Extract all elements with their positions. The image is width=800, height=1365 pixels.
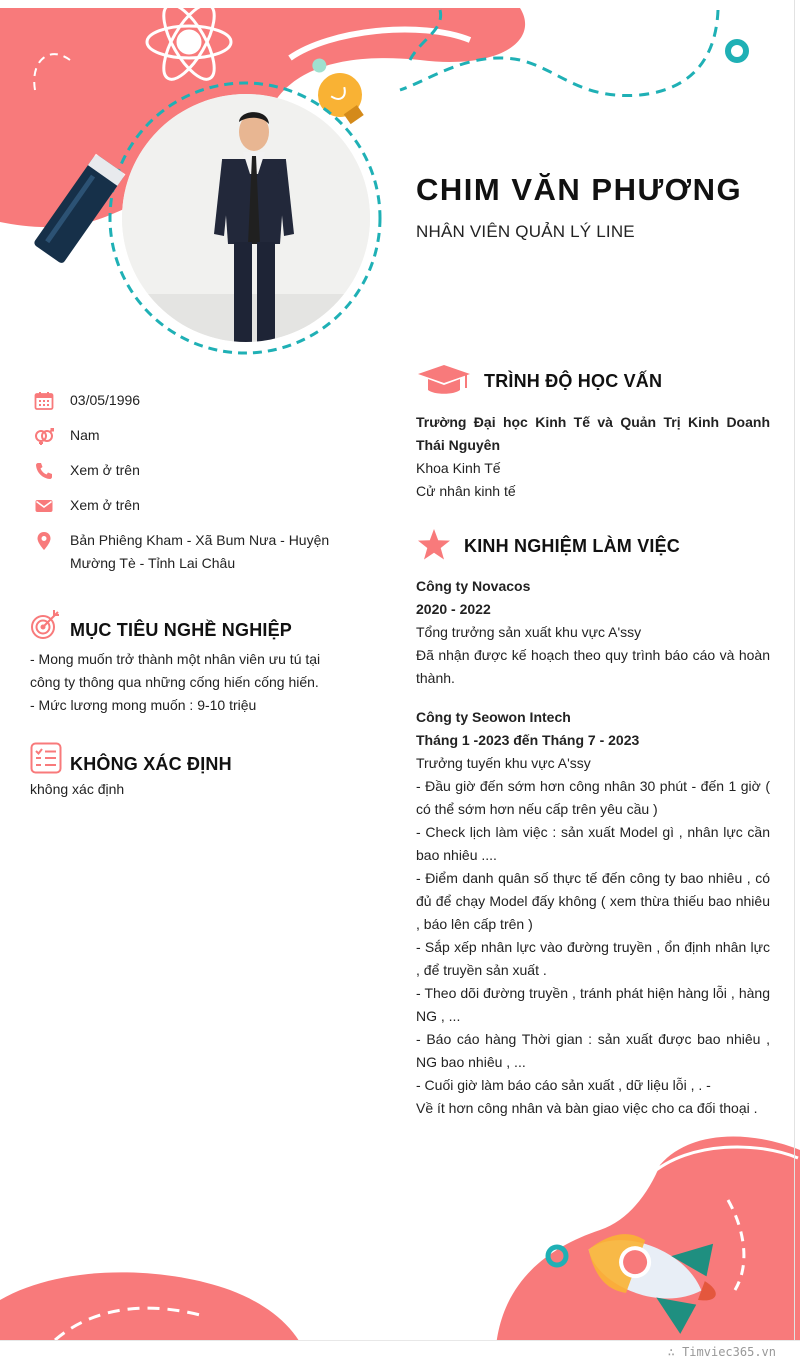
job-description: Đã nhận được kế hoạch theo quy trình báo cáo và hoàn thành. [416, 647, 770, 686]
job-entry [416, 706, 770, 1120]
job-entry [416, 575, 770, 690]
location-pin-icon [34, 531, 54, 551]
objective-body [30, 648, 330, 717]
other-title: KHÔNG XÁC ĐỊNH [70, 754, 232, 774]
job-duty: - Báo cáo hàng Thời gian : sản xuất được bao nhiêu , NG bao nhiêu , ... [416, 1031, 770, 1070]
job-duty: - Cuối giờ làm báo cáo sản xuất , dữ liệu lỗi , . - [416, 1077, 711, 1093]
gender-text: Nam [70, 427, 100, 443]
job-title: NHÂN VIÊN QUẢN LÝ LINE [416, 222, 635, 241]
email-icon [34, 496, 54, 516]
education-body [416, 411, 770, 503]
education-title: TRÌNH ĐỘ HỌC VẤN [484, 371, 663, 391]
watermark[interactable]: ∴ Timviec365.vn [667, 1345, 776, 1359]
school-name: Trường Đại học Kinh Tế và Quản Trị Kinh Doanh Thái Nguyên [416, 414, 770, 453]
company-name: Công ty Seowon Intech [416, 709, 571, 725]
objective-line: - Mức lương mong muốn : 9-10 triệu [30, 697, 257, 713]
objective-title: MỤC TIÊU NGHỀ NGHIỆP [70, 620, 293, 640]
address-text: Bản Phiêng Kham - Xã Bum Nưa - Huyện Mường Tè - Tỉnh Lai Châu [70, 532, 330, 571]
checklist-icon [30, 742, 62, 774]
experience-body [416, 575, 770, 1120]
faculty: Khoa Kinh Tế [416, 460, 501, 476]
target-icon [30, 608, 62, 640]
phone-icon [34, 461, 54, 481]
calendar-icon [34, 391, 54, 411]
gender-icon [34, 426, 54, 446]
birthday-text: 03/05/1996 [70, 392, 141, 408]
star-icon [417, 528, 451, 562]
company-name: Công ty Novacos [416, 578, 531, 594]
candidate-name: CHIM VĂN PHƯƠNG [416, 172, 743, 207]
other-text: không xác định [30, 781, 125, 797]
job-duty: Về ít hơn công nhân và bàn giao việc cho ca đối thoại . [416, 1100, 758, 1116]
degree: Cử nhân kinh tế [416, 483, 516, 499]
job-duty: - Sắp xếp nhân lực vào đường truyền , ổn định nhân lực , để truyền sản xuất . [416, 939, 770, 978]
objective-line: - Mong muốn trở thành một nhân viên ưu tú tại công ty thông qua những cống hiến cống hiến. [30, 651, 321, 690]
job-period: Tháng 1 -2023 đến Tháng 7 - 2023 [416, 732, 640, 748]
avatar-photo [122, 94, 370, 342]
job-period: 2020 - 2022 [416, 601, 491, 617]
job-duty: - Điểm danh quân số thực tế đến công ty bao nhiêu , có đủ để chạy Model đấy không ( xem thừa thiếu bao nhiêu , báo lên cấp trên ) [416, 870, 770, 932]
experience-title: KINH NGHIỆM LÀM VIỆC [464, 536, 681, 556]
email-text[interactable]: Xem ở trên [70, 497, 140, 513]
job-role: Tổng trưởng sản xuất khu vực A'ssy [416, 624, 642, 640]
graduation-cap-icon [416, 364, 472, 396]
job-duty: - Theo dõi đường truyền , tránh phát hiện hàng lỗi , hàng NG , ... [416, 985, 770, 1024]
phone-text[interactable]: Xem ở trên [70, 462, 140, 478]
job-role: Trưởng tuyến khu vực A'ssy [416, 755, 591, 771]
job-duty: - Đầu giờ đến sớm hơn công nhân 30 phút - đến 1 giờ ( có thể sớm hơn nếu cấp trên yêu cầu ) [416, 778, 770, 817]
job-duty: - Check lịch làm việc : sản xuất Model gì , nhân lực cần bao nhiêu .... [416, 824, 770, 863]
